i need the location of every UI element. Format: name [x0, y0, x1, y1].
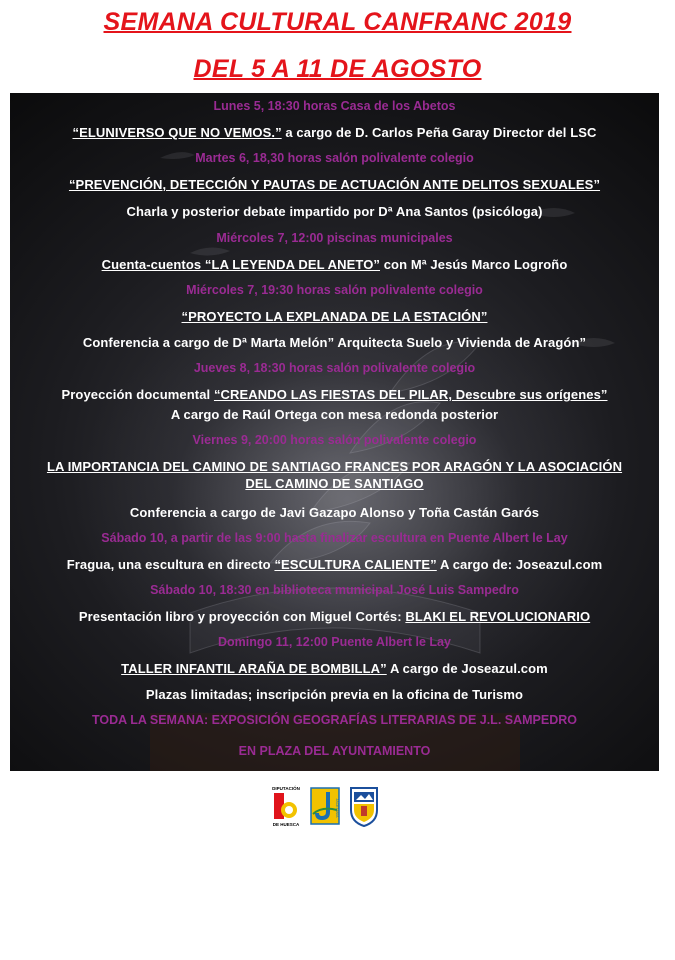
event-saturday-morning-description [10, 557, 659, 572]
diputacion-huesca-logo [270, 784, 302, 828]
jacetania-text: JACETANIA [335, 798, 339, 818]
event-wednesday-evening-title: “PROYECTO LA EXPLANADA DE LA ESTACIÓN” [181, 309, 488, 324]
event-speaker: A cargo de Joseazul.com [386, 661, 548, 676]
event-date-thursday: Jueves 8, 18:30 horas salón polivalente colegio [193, 361, 476, 375]
jacetania-logo [310, 784, 340, 828]
event-title: “CREANDO LAS FIESTAS DEL PILAR, Descubre sus orígenes” [213, 387, 608, 402]
event-friday-title: LA IMPORTANCIA DEL CAMINO DE SANTIAGO FRANCES POR ARAGÓN Y LA ASOCIACIÓN DEL CAMINO DE SANTIAGO [46, 459, 623, 491]
event-wednesday-morning-description [10, 257, 659, 272]
event-title: BLAKI EL REVOLUCIONARIO [405, 609, 591, 624]
event-intro: Proyección documental [61, 387, 214, 402]
event-speaker: con Mª Jesús Marco Logroño [380, 257, 568, 272]
diputacion-top-text: DIPUTACIÓN [272, 786, 300, 791]
event-monday-description [10, 125, 659, 140]
event-date-wednesday-evening: Miércoles 7, 19:30 horas salón polivalente colegio [186, 283, 483, 297]
event-date-tuesday: Martes 6, 18,30 horas salón polivalente colegio [195, 151, 474, 165]
event-intro: Fragua, una escultura en directo [66, 557, 275, 572]
sponsor-logos [270, 784, 390, 830]
event-title: TALLER INFANTIL ARAÑA DE BOMBILLA” [121, 661, 387, 676]
event-thursday-speaker: A cargo de Raúl Ortega con mesa redonda posterior [170, 407, 499, 422]
event-sunday-note: Plazas limitadas; inscripción previa en la oficina de Turismo [145, 687, 524, 702]
diputacion-bottom-text: DE HUESCA [272, 822, 300, 827]
event-intro: Presentación libro y proyección con Miguel Cortés: [78, 609, 406, 624]
poster-title: SEMANA CULTURAL CANFRANC 2019 [103, 8, 572, 36]
event-wednesday-evening-speaker: Conferencia a cargo de Dª Marta Melón” Arquitecta Suelo y Vivienda de Aragón” [82, 335, 587, 350]
canfranc-coat-of-arms [348, 784, 380, 828]
event-date-wednesday-morning: Miércoles 7, 12:00 piscinas municipales [216, 231, 453, 245]
event-title: “ELUNIVERSO QUE NO VEMOS.” [72, 125, 282, 140]
event-tuesday-title: “PREVENCIÓN, DETECCIÓN Y PAUTAS DE ACTUACIÓN ANTE DELITOS SEXUALES” [68, 177, 601, 192]
event-saturday-evening-description [10, 609, 659, 624]
event-date-saturday-morning: Sábado 10, a partir de las 9:00 hasta finalizar escultura en Puente Albert le Lay [101, 531, 568, 545]
poster-background [10, 93, 659, 771]
event-thursday-description [10, 387, 659, 402]
event-friday-speaker: Conferencia a cargo de Javi Gazapo Alonso y Toña Castán Garós [129, 505, 540, 520]
exhibition-title: TODA LA SEMANA: EXPOSICIÓN GEOGRAFÍAS LITERARIAS DE J.L. SAMPEDRO [92, 713, 577, 727]
poster-dates: DEL 5 A 11 DE AGOSTO [193, 55, 482, 83]
event-speaker: A cargo de: Joseazul.com [436, 557, 603, 572]
event-title: “ESCULTURA CALIENTE” [274, 557, 437, 572]
event-date-saturday-evening: Sábado 10, 18:30 en biblioteca municipal José Luis Sampedro [150, 583, 519, 597]
exhibition-location: EN PLAZA DEL AYUNTAMIENTO [238, 744, 431, 758]
event-date-sunday: Domingo 11, 12:00 Puente Albert le Lay [218, 635, 451, 649]
event-date-friday: Viernes 9, 20:00 horas salón polivalente colegio [192, 433, 477, 447]
event-tuesday-speaker: Charla y posterior debate impartido por Dª Ana Santos (psicóloga) [126, 204, 543, 219]
event-date-monday: Lunes 5, 18:30 horas Casa de los Abetos [213, 99, 456, 113]
event-title: Cuenta-cuentos “LA LEYENDA DEL ANETO” [101, 257, 381, 272]
event-speaker: a cargo de D. Carlos Peña Garay Director del LSC [281, 125, 597, 140]
event-sunday-description [10, 661, 659, 676]
